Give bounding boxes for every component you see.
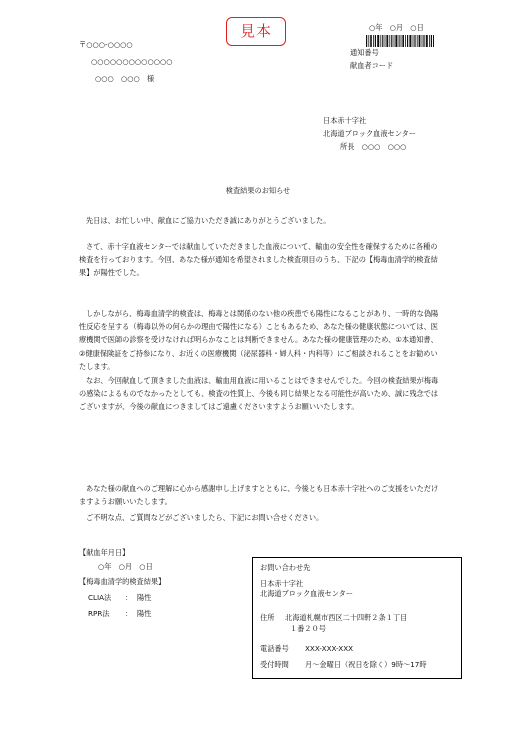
contact-phone: XXX-XXX-XXX bbox=[305, 644, 354, 653]
contact-phone-label: 電話番号 bbox=[260, 644, 289, 653]
contact-heading: お問い合わせ先 bbox=[260, 563, 311, 572]
donation-date-value: ○年 ○月 ○日 bbox=[98, 562, 153, 571]
document-title: 検査結果のお知らせ bbox=[225, 186, 291, 195]
recipient-address: ○○○○○○○○○○○○○ bbox=[91, 57, 173, 66]
date-line: ○年 ○月 ○日 bbox=[369, 23, 424, 32]
result-row-test: RPR法 bbox=[88, 609, 110, 618]
sender-org: 日本赤十字社 bbox=[323, 116, 367, 125]
sender-director: 所長 ○○○ ○○○ bbox=[340, 142, 407, 151]
contact-address-line2: １番２０号 bbox=[290, 624, 326, 633]
contact-address-line1: 北海道札幌市西区二十四軒２条１丁目 bbox=[285, 613, 408, 622]
donation-date-heading: 【献血年月日】 bbox=[79, 548, 130, 557]
sample-stamp: 見本 bbox=[226, 17, 286, 46]
contact-center: 北海道ブロック血液センター bbox=[260, 589, 354, 598]
paragraph-appreciation: あなた様の献血へのご理解に心から感謝申し上げますとともに、今後とも日本赤十字社へのご支援をいただけますようお願いいたします。 bbox=[79, 484, 439, 507]
contact-box bbox=[252, 557, 462, 679]
results-heading: 【梅毒血清学的検査結果】 bbox=[79, 577, 166, 586]
contact-address-label: 住所 bbox=[260, 613, 275, 622]
paragraph-explanation: しかしながら、梅毒血清学的検査は、梅毒とは関係のない他の疾患でも陽性になることがあり、一時的な偽陽性反応を呈する（梅毒以外の何らかの理由で陽性になる）こともあるため、あなた様の健康状態については、医療機関で医師の診察を受けなければ明らかなことは判断できません。あなた様の健康管理のため、①本通知書、②健康保険証をご持参になり、お近くの医療機関（泌尿器科・婦人科・内科等）にご相談されることをお勧めいたします。 bbox=[79, 309, 439, 371]
contact-hours-label: 受付時間 bbox=[260, 660, 289, 669]
donor-code-label: 献血者コード bbox=[350, 61, 394, 70]
recipient-postal: 〒○○○-○○○○ bbox=[79, 40, 133, 49]
barcode-icon bbox=[366, 35, 434, 47]
result-row-value: 陽性 bbox=[137, 593, 152, 602]
paragraph-deferral: なお、今回献血して頂きました血液は、輸血用血液に用いることはできませんでした。今回の検査結果が梅毒の感染によるものでなかったとしても、検査の性質上、今後も同じ結果となる可能性が高いため、誠に残念ではございますが、今後の献血につきましてはご遠慮くださいますようお願いいたします。 bbox=[79, 376, 439, 412]
contact-org: 日本赤十字社 bbox=[260, 579, 304, 588]
result-row-value: 陽性 bbox=[137, 609, 152, 618]
contact-hours: 月～金曜日（祝日を除く）9時～17時 bbox=[305, 660, 427, 669]
sender-center: 北海道ブロック血液センター bbox=[323, 129, 417, 138]
paragraph-thanks: 先日は、お忙しい中、献血にご協力いただき誠にありがとうございました。 bbox=[86, 216, 331, 225]
paragraph-inquiry: ご不明な点、ご質問などがございましたら、下記にお問い合せください。 bbox=[86, 513, 324, 522]
result-row-separator: ： bbox=[125, 593, 133, 602]
result-row-separator: ： bbox=[125, 609, 133, 618]
paragraph-result-intro: さて、赤十字血液センターでは献血していただきました血液について、輸血の安全性を確保するために各種の検査を行っております。今回、あなた様が通知を希望されました検査項目のうち、下記の【梅毒血清学的検査結果】が陽性でした。 bbox=[79, 242, 438, 278]
notice-number-label: 通知番号 bbox=[350, 48, 379, 57]
result-row-test: CLIA法 bbox=[88, 593, 112, 602]
recipient-name: ○○○ ○○○ 様 bbox=[95, 74, 155, 83]
